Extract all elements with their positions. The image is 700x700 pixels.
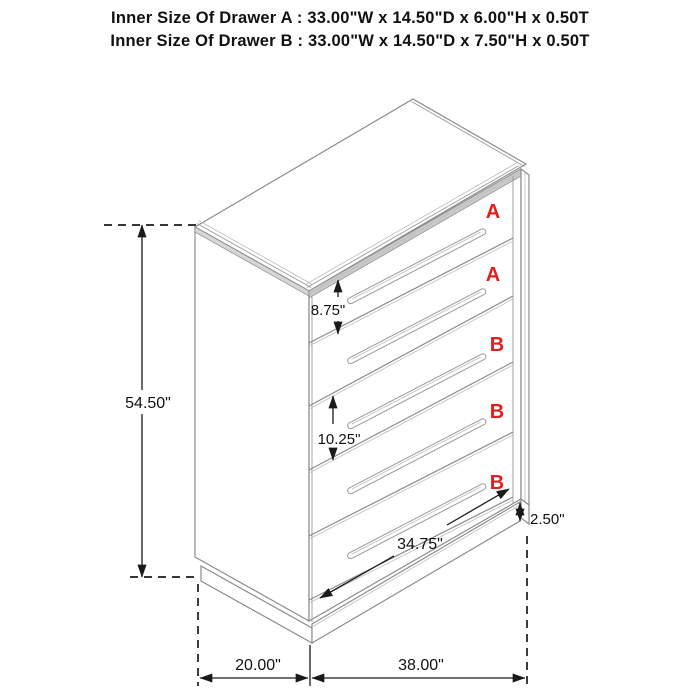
title-line-drawer-b: Inner Size Of Drawer B : 33.00"W x 14.50"D x 7.50"H x 0.50T xyxy=(110,32,590,50)
dim-overall-height xyxy=(104,225,199,577)
width-value: 38.00" xyxy=(398,657,444,674)
cabinet-left-side-face xyxy=(195,227,312,643)
drawer-label-a1: A xyxy=(485,201,501,223)
overall-height-value: 54.50" xyxy=(125,395,171,412)
dim-width xyxy=(312,657,525,678)
dim-depth xyxy=(200,657,308,678)
drawer-label-b2: B xyxy=(489,401,505,423)
drawer-label-b3: B xyxy=(489,472,505,494)
depth-value: 20.00" xyxy=(235,657,281,674)
title-line-drawer-a: Inner Size Of Drawer A : 33.00"W x 14.50"D x 6.00"H x 0.50T xyxy=(111,9,589,27)
drawer-label-a2: A xyxy=(485,264,501,286)
drawer-label-b1: B xyxy=(489,334,505,356)
cabinet-right-edge xyxy=(521,169,529,524)
drawer-width-value: 34.75" xyxy=(397,536,443,553)
base-height-value: 2.50" xyxy=(530,511,565,528)
drawer-a-height-value: 8.75" xyxy=(310,302,346,319)
drawer-b-height-value: 10.25" xyxy=(317,431,361,448)
